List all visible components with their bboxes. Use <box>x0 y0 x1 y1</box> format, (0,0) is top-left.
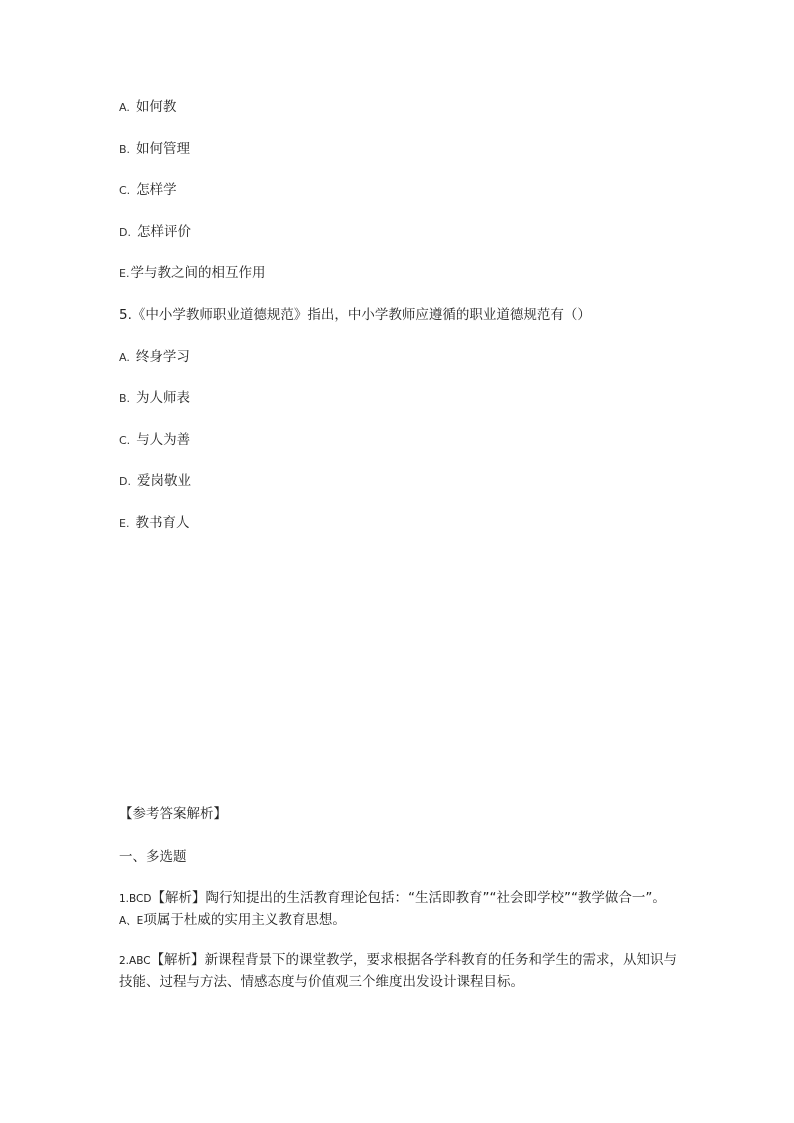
analysis-text: 陶行知提出的生活教育理论包括：“生活即教育”“社会即学校”“教学做合一”。 <box>205 890 666 906</box>
q5-option-d <box>119 471 679 492</box>
answers-heading: 【参考答案解析】 <box>119 806 227 822</box>
option-letter: D. <box>119 475 131 488</box>
option-text: 学与教之间的相互作用 <box>130 265 266 281</box>
option-text: 怎样学 <box>136 182 177 198</box>
answer-item-1 <box>119 888 679 932</box>
answers-section-title: 一、多选题 <box>119 849 187 865</box>
answer-number: 1.BCD <box>119 893 152 905</box>
q4-option-e <box>119 263 679 284</box>
option-letter: E. <box>119 267 130 280</box>
analysis-tag: 【解析】 <box>151 890 206 906</box>
option-text: 如何管理 <box>136 141 191 157</box>
option-text: 爱岗敬业 <box>136 473 191 489</box>
q5-stem: 5.《中小学教师职业道德规范》指出，中小学教师应遵循的职业道德规范有（） <box>119 307 591 323</box>
option-letter: B. <box>119 143 131 156</box>
q5-option-e <box>119 513 679 534</box>
option-text: 教书育人 <box>135 515 190 531</box>
option-text: 如何教 <box>135 99 177 115</box>
option-letter: C. <box>119 184 131 197</box>
option-text: 为人师表 <box>136 390 191 406</box>
option-letter: D. <box>119 226 131 239</box>
analysis-text: 新课程背景下的课堂教学，要求根据各学科教育的任务和学生的需求，从知识与技能、过程与方法、情感态度与价值观三个维度出发设计课程目标。 <box>119 952 678 990</box>
analysis-tag: 【解析】 <box>150 952 205 968</box>
option-text: 与人为善 <box>136 432 191 448</box>
option-text: 终身学习 <box>135 349 190 365</box>
option-letter: A. <box>119 351 130 364</box>
q4-option-d <box>119 222 679 243</box>
option-text: 怎样评价 <box>136 224 191 240</box>
analysis-text-end: 项属于杜威的实用主义教育思想。 <box>143 912 346 928</box>
analysis-options: A、E <box>119 915 144 927</box>
answer-number: 2.ABC <box>119 955 151 967</box>
q5-option-b <box>119 388 679 409</box>
q5-option-c <box>119 430 679 451</box>
option-letter: B. <box>119 392 131 405</box>
option-letter: A. <box>119 101 130 114</box>
q4-option-c <box>119 180 679 201</box>
q4-option-a <box>119 97 679 118</box>
q4-option-b <box>119 139 679 160</box>
option-letter: C. <box>119 434 131 447</box>
answer-item-2 <box>119 950 679 993</box>
q5-option-a <box>119 347 679 368</box>
option-letter: E. <box>119 517 130 530</box>
